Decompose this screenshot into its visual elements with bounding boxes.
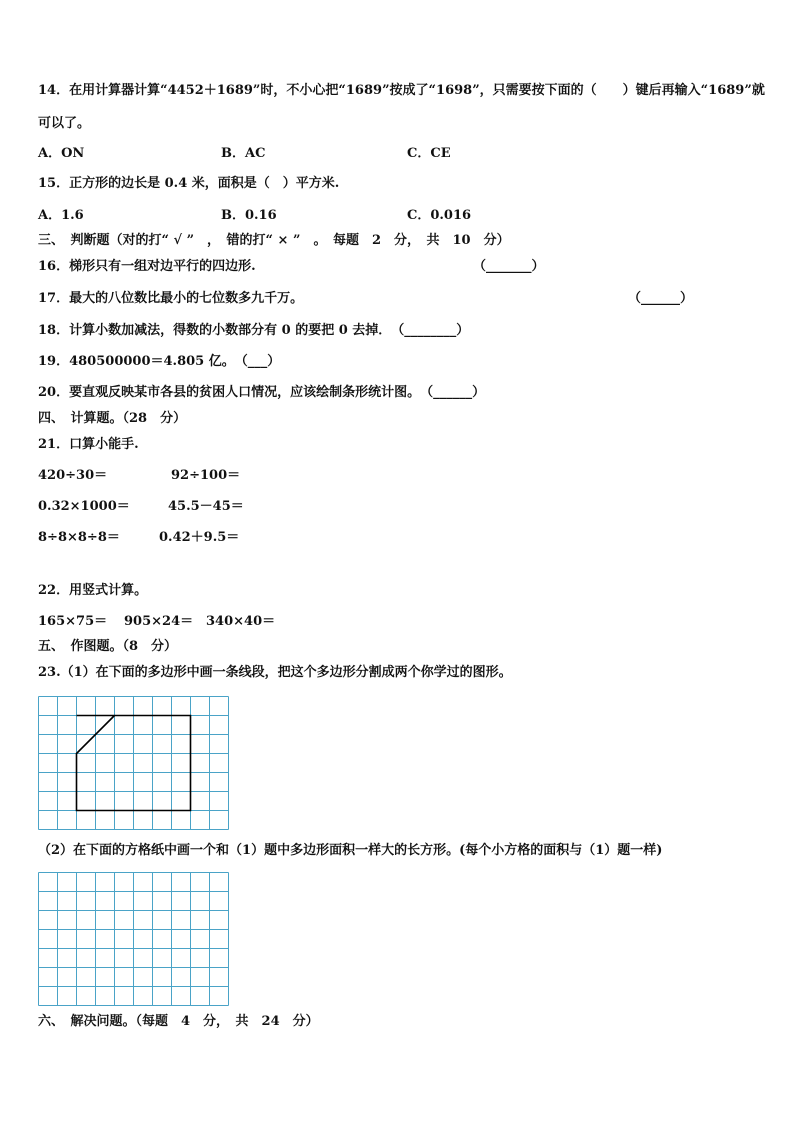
section5-heading: 五、 作图题。（8 分） (38, 639, 178, 654)
q15-option-a: A．1.6 (38, 208, 84, 223)
section3-heading: 三、 判断题（对的打“ √ ” ， 错的打“ × ” 。 每题 2 分， 共 10 分） (38, 233, 510, 248)
q22-title: 22．用竖式计算。 (38, 583, 148, 598)
q15-option-b: B．0.16 (221, 208, 277, 223)
q21-item-3: 0.32×1000＝ (38, 499, 130, 514)
q21-item-4: 45.5－45＝ (168, 499, 244, 514)
q21-item-5: 8÷8×8÷8＝ (38, 530, 120, 545)
q15-text: 15．正方形的边长是 0.4 米，面积是（ ）平方米. (38, 176, 340, 191)
polygon-grid[interactable] (38, 696, 229, 830)
q22-item-1: 165×75＝ (38, 614, 108, 629)
q17-text: 17．最大的八位数比最小的七位数多九千万。 (38, 291, 304, 306)
drawing-grid[interactable] (38, 872, 229, 1006)
section4-heading: 四、 计算题。（28 分） (38, 411, 187, 426)
q21-item-6: 0.42＋9.5＝ (159, 530, 240, 545)
q18-text: 18．计算小数加减法，得数的小数部分有 0 的要把 0 去掉． （________） (38, 323, 470, 338)
q14-line1: 14．在用计算器计算“4452＋1689”时，不小心把“1689”按成了“1698”，只需要按下面的（ ）键后再输入“1689”就 (38, 83, 765, 98)
q22-item-3: 340×40＝ (206, 614, 276, 629)
q19-text: 19．480500000＝4.805 亿。 （___） (38, 354, 281, 369)
q21-item-2: 92÷100＝ (171, 468, 241, 483)
q23-part2: （2）在下面的方格纸中画一个和（1）题中多边形面积一样大的长方形。(每个小方格的面积与（1）题一样) (38, 843, 663, 858)
q21-title: 21．口算小能手. (38, 437, 139, 452)
q15-option-c: C．0.016 (407, 208, 472, 223)
q14-option-a: A．ON (38, 146, 85, 161)
q17-answer-blank[interactable]: （______） (628, 291, 694, 306)
section6-heading: 六、 解决问题。（每题 4 分， 共 24 分） (38, 1014, 319, 1029)
q16-answer-blank[interactable]: （_______） (473, 259, 545, 274)
q14-option-b: B．AC (221, 146, 266, 161)
q22-item-2: 905×24＝ (124, 614, 194, 629)
q21-item-1: 420÷30＝ (38, 468, 108, 483)
q20-text: 20．要直观反映某市各县的贫困人口情况，应该绘制条形统计图。 （______） (38, 385, 486, 400)
q14-line2: 可以了。 (38, 116, 91, 131)
q16-text: 16．梯形只有一组对边平行的四边形. (38, 259, 256, 274)
q14-option-c: C．CE (407, 146, 451, 161)
q23-part1: 23.（1）在下面的多边形中画一条线段，把这个多边形分割成两个你学过的图形。 (38, 665, 512, 680)
